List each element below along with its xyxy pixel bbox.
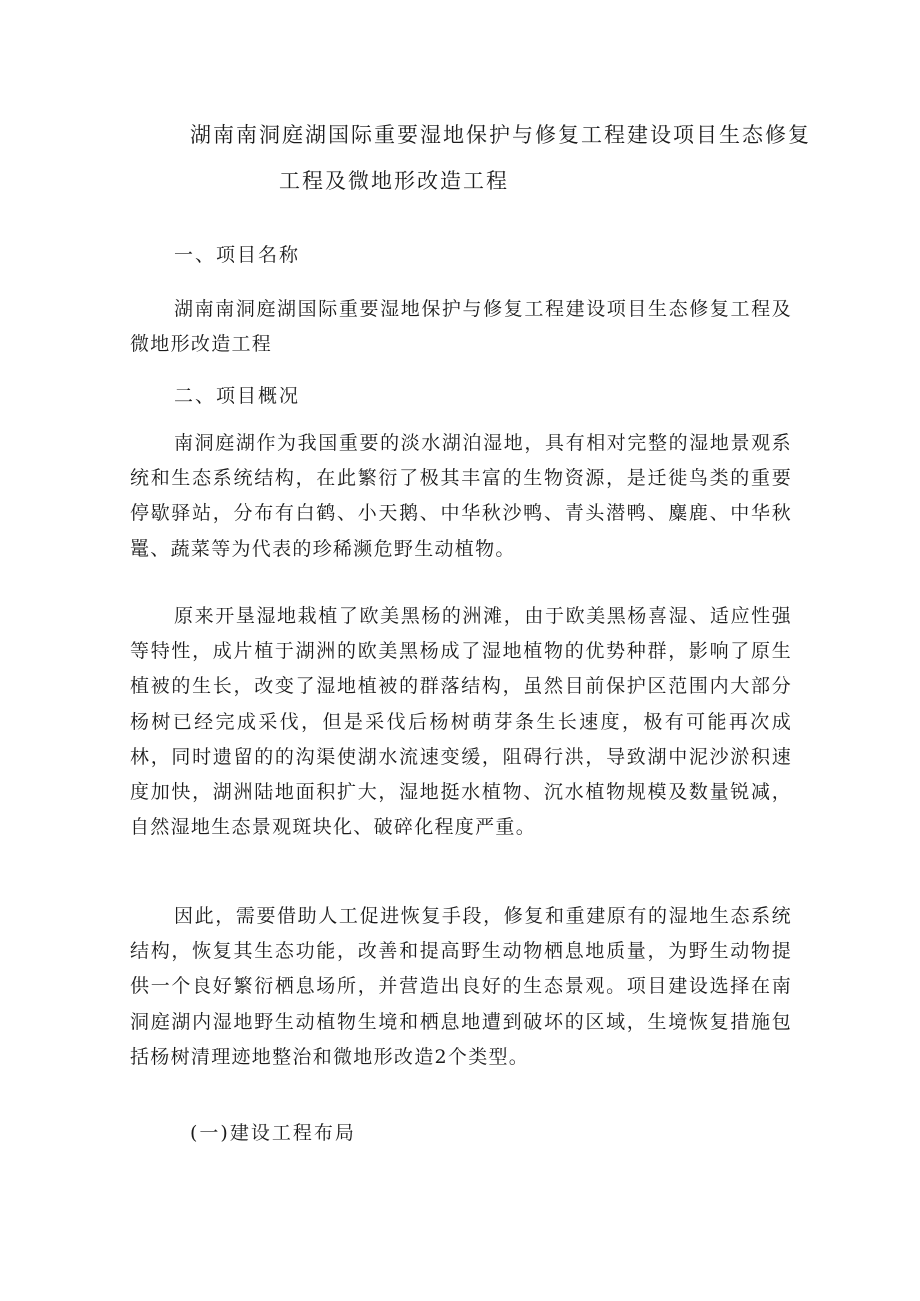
document-title-line-2: 工程及微地形改造工程 bbox=[279, 169, 509, 193]
document-title-line-1: 湖南南洞庭湖国际重要湿地保护与修复工程建设项目生态修复 bbox=[190, 123, 811, 147]
section-heading-project-overview: 二、项目概况 bbox=[174, 385, 301, 407]
section-heading-project-name: 一、项目名称 bbox=[174, 244, 301, 266]
project-name-paragraph: 湖南南洞庭湖国际重要湿地保护与修复工程建设项目生态修复工程及微地形改造工程 bbox=[130, 298, 792, 356]
overview-paragraph-2: 原来开垦湿地栽植了欧美黑杨的洲滩，由于欧美黑杨喜湿、适应性强等特性，成片植于湖洲的欧美黑杨成了湿地植物的优势种群，影响了原生植被的生长，改变了湿地植被的群落结构，虽然目前保护区范围内大部分杨树已经完成采伐，但是采伐后杨树萌芽条生长速度，极有可能再次成林，同时遗留的的沟渠使湖水流速变缓，阻碍行洪，导致湖中泥沙淤积速度加快，湖洲陆地面积扩大，湿地挺水植物、沉水植物规模及数量锐减，自然湿地生态景观斑块化、破碎化程度严重。 bbox=[130, 605, 792, 839]
overview-paragraph-3: 因此，需要借助人工促进恢复手段，修复和重建原有的湿地生态系统结构，恢复其生态功能，改善和提高野生动物栖息地质量，为野生动物提供一个良好繁衍栖息场所，并营造出良好的生态景观。项目建设选择在南洞庭湖内湿地野生动植物生境和栖息地遭到破坏的区域，生境恢复措施包括杨树清理迹地整治和微地形改造2个类型。 bbox=[130, 905, 792, 1068]
subsection-heading-layout: (一)建设工程布局 bbox=[190, 1122, 356, 1144]
overview-paragraph-1: 南洞庭湖作为我国重要的淡水湖泊湿地，具有相对完整的湿地景观系统和生态系统结构，在此繁衍了极其丰富的生物资源，是迁徙鸟类的重要停歇驿站，分布有白鹤、小天鹅、中华秋沙鸭、青头潜鸭、麋鹿、中华秋鼍、蔬菜等为代表的珍稀濒危野生动植物。 bbox=[130, 432, 792, 560]
